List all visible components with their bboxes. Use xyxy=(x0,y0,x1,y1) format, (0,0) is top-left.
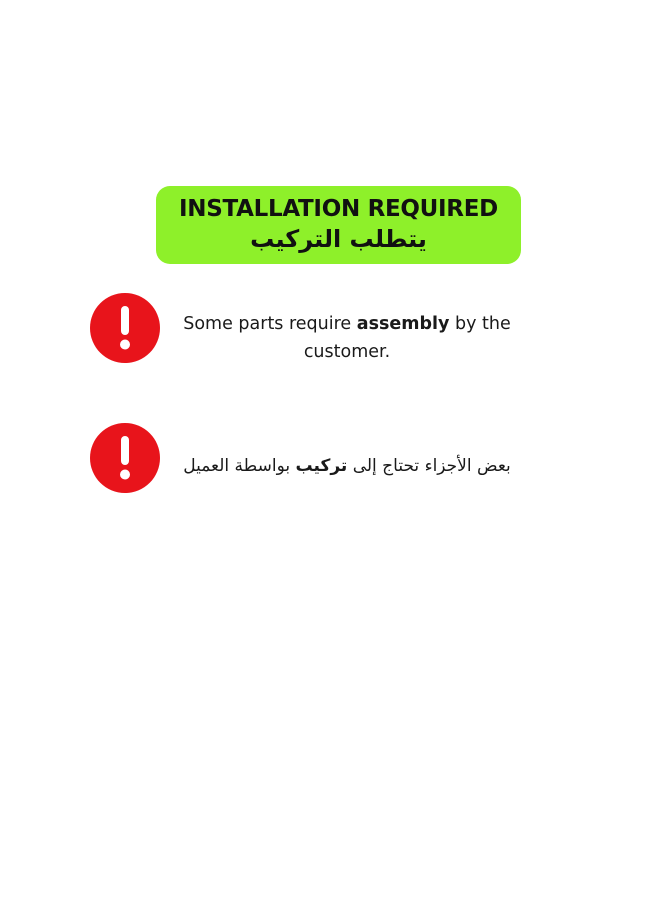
note-text: بعض الأجزاء تحتاج إلى xyxy=(347,456,511,476)
assembly-note-english xyxy=(168,310,526,366)
installation-required-banner xyxy=(156,186,521,264)
note-text: by the customer. xyxy=(303,314,511,362)
assembly-note-arabic xyxy=(168,451,526,481)
exclamation-icon xyxy=(90,423,160,493)
banner-title-arabic: يتطلب التركيب xyxy=(250,225,427,253)
exclamation-icon xyxy=(90,293,160,363)
note-text: بواسطة العميل xyxy=(183,456,296,476)
note-bold-text: تركيب xyxy=(295,456,348,476)
banner-title: INSTALLATION REQUIRED xyxy=(179,196,498,222)
note-text: Some parts require xyxy=(183,314,357,334)
note-bold-text: assembly xyxy=(356,314,450,334)
